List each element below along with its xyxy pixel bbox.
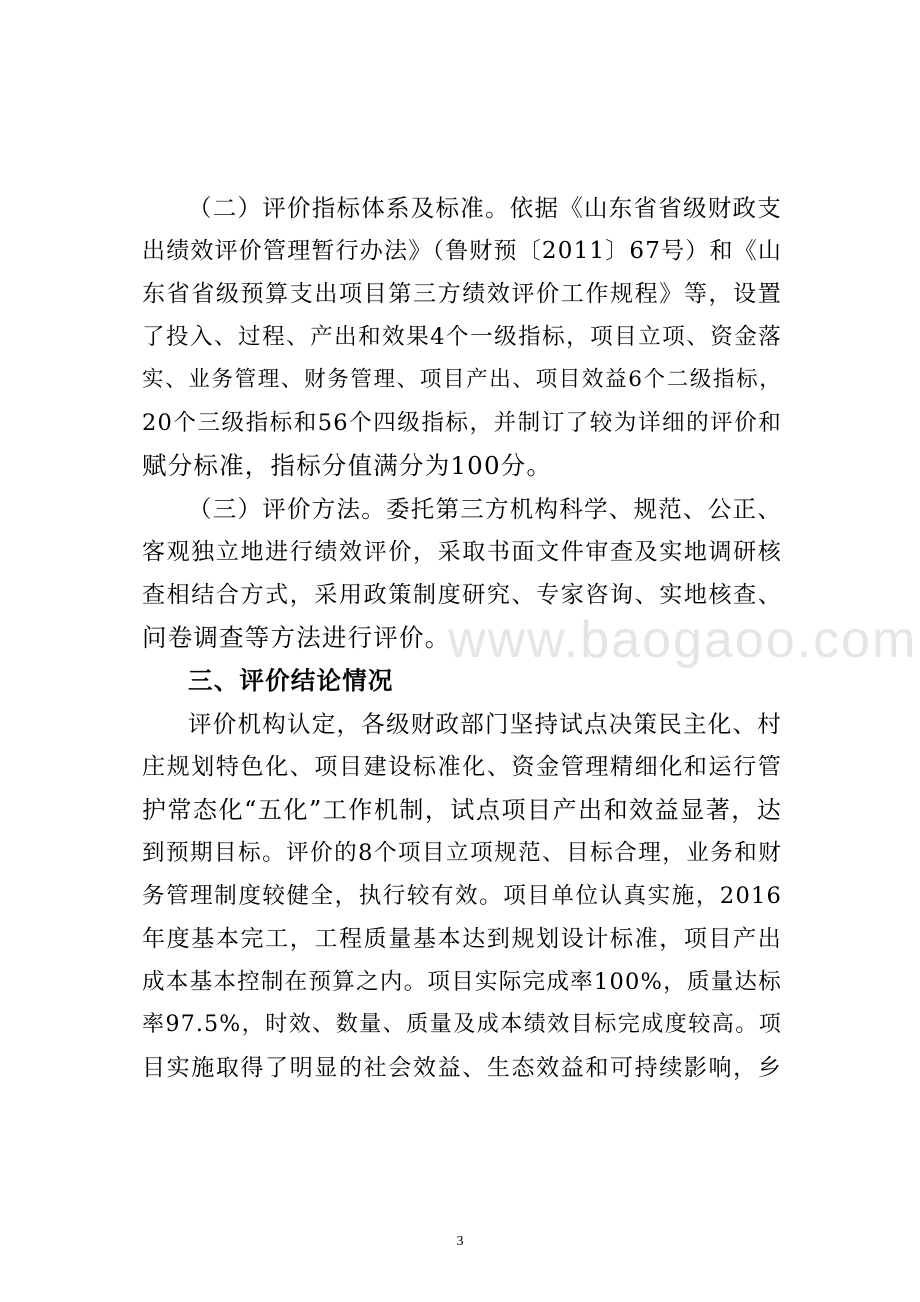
conclusion-line-2: 庄规划特色化、项目建设标准化、资金管理精细化和运行管 xyxy=(142,754,782,780)
section2-line-4: 了投入、过程、产出和效果4个一级指标，项目立项、资金落 xyxy=(142,324,782,350)
conclusion-line-6: 年度基本完工，工程质量基本达到规划设计标准，项目产出 xyxy=(142,926,782,952)
section3-line-2: 客观独立地进行绩效评价，采取书面文件审查及实地调研核 xyxy=(142,539,782,565)
section2-line-2: 出绩效评价管理暂行办法》（鲁财预〔2011〕67号）和《山 xyxy=(142,238,783,264)
conclusion-line-7: 成本基本控制在预算之内。项目实际完成率100%，质量达标 xyxy=(142,969,782,995)
conclusion-line-4: 到预期目标。评价的8个项目立项规范、目标合理，业务和财 xyxy=(142,840,782,866)
section2-line-3: 东省省级预算支出项目第三方绩效评价工作规程》等，设置 xyxy=(142,281,782,307)
conclusion-line-8: 率97.5%，时效、数量、质量及成本绩效目标完成度较高。项 xyxy=(142,1012,782,1037)
section3-line-4: 问卷调查等方法进行评价。 xyxy=(142,623,451,652)
conclusion-line-5: 务管理制度较健全，执行较有效。项目单位认真实施，2016 xyxy=(142,883,782,909)
conclusion-line-9: 目实施取得了明显的社会效益、生态效益和可持续影响，乡 xyxy=(142,1055,782,1081)
conclusion-line-1: 评价机构认定，各级财政部门坚持试点决策民主化、村 xyxy=(188,710,782,738)
section3-line-3: 查相结合方式，采用政策制度研究、专家咨询、实地核查、 xyxy=(142,582,782,608)
section-heading-conclusion: 三、评价结论情况 xyxy=(188,666,394,695)
page-number: 3 xyxy=(456,1234,464,1249)
section3-line-1: （三）评价方法。委托第三方机构科学、规范、公正、 xyxy=(188,495,782,523)
section2-line-6: 20个三级指标和56个四级指标，并制订了较为详细的评价和 xyxy=(142,410,782,436)
conclusion-line-3: 护常态化“五化”工作机制，试点项目产出和效益显著，达 xyxy=(142,796,782,824)
section2-line-1: （二）评价指标体系及标准。依据《山东省省级财政支 xyxy=(188,194,782,222)
section2-line-7: 赋分标准，指标分值满分为100分。 xyxy=(142,451,553,480)
section2-line-5: 实、业务管理、财务管理、项目产出、项目效益6个二级指标， xyxy=(142,367,782,392)
watermark: www.baogaoo.com xyxy=(448,611,918,669)
